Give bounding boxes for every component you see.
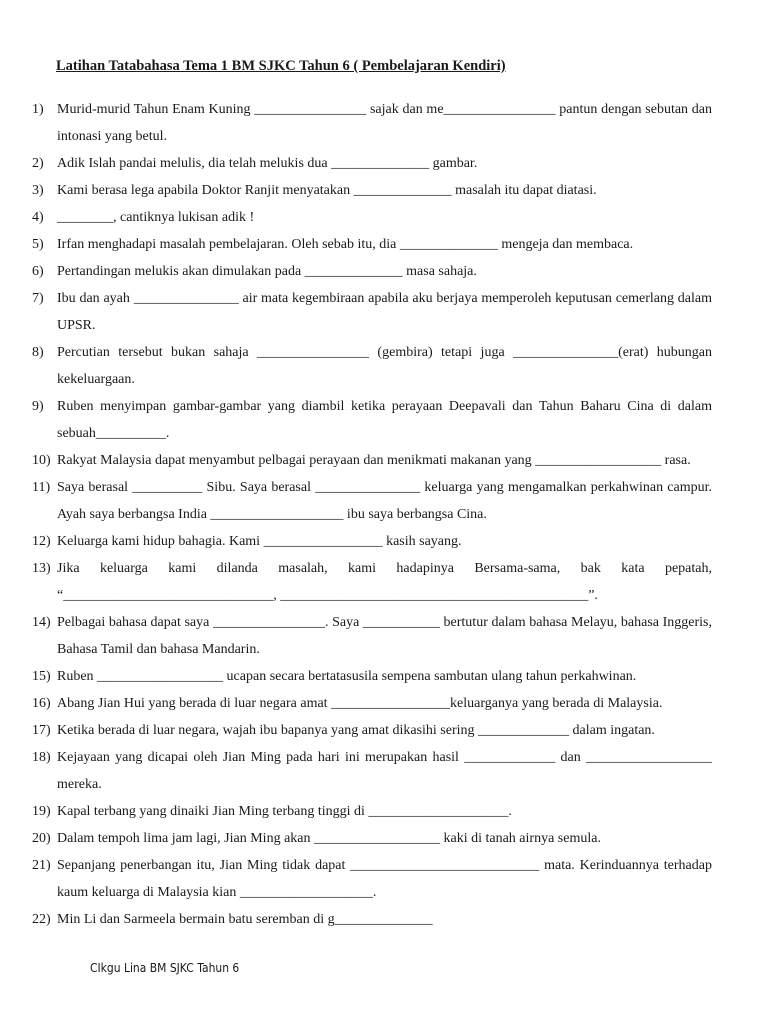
question-text: Ruben menyimpan gambar-gambar yang diambil ketika perayaan Deepavali dan Tahun Baharu Cina di dalam sebuah__________. [57, 399, 712, 441]
question-item [32, 744, 712, 798]
question-text: Saya berasal __________ Sibu. Saya berasal _______________ keluarga yang mengamalkan perkahwinan campur. Ayah saya berbangsa India ___________________ ibu saya berbangsa Cina. [57, 480, 712, 522]
question-text: Keluarga kami hidup bahagia. Kami _________________ kasih sayang. [57, 534, 462, 549]
question-item [32, 150, 712, 177]
question-number: 16) [32, 696, 51, 711]
question-text: Pelbagai bahasa dapat saya ________________. Saya ___________ bertutur dalam bahasa Melayu, bahasa Inggeris, Bahasa Tamil dan bahasa Mandarin. [57, 615, 712, 657]
question-item [32, 663, 712, 690]
question-item [32, 231, 712, 258]
question-item [32, 96, 712, 150]
question-item [32, 339, 712, 393]
question-number: 14) [32, 615, 51, 630]
question-text: Jika keluarga kami dilanda masalah, kami hadapinya Bersama-sama, bak kata pepatah, “______________________________, ____________________________________________”. [57, 561, 712, 603]
question-item [32, 609, 712, 663]
question-text: Kapal terbang yang dinaiki Jian Ming terbang tinggi di ____________________. [57, 804, 512, 819]
question-number: 5) [32, 237, 44, 252]
question-text: Sepanjang penerbangan itu, Jian Ming tidak dapat ___________________________ mata. Kerinduannya terhadap kaum keluarga di Malaysia kian ___________________. [57, 858, 712, 900]
question-item [32, 690, 712, 717]
question-text: Ruben __________________ ucapan secara bertatasusila sempena sambutan ulang tahun perkahwinan. [57, 669, 637, 684]
question-text: Min Li dan Sarmeela bermain batu seremban di g______________ [57, 912, 433, 927]
question-text: ________, cantiknya lukisan adik ! [57, 210, 255, 225]
question-item [32, 528, 712, 555]
question-item [32, 447, 712, 474]
question-text: Percutian tersebut bukan sahaja ________________ (gembira) tetapi juga _______________(erat) hubungan kekeluargaan. [57, 345, 712, 387]
question-text: Rakyat Malaysia dapat menyambut pelbagai perayaan dan menikmati makanan yang __________________ rasa. [57, 453, 691, 468]
question-item [32, 852, 712, 906]
question-number: 11) [32, 480, 51, 495]
question-number: 10) [32, 453, 51, 468]
question-number: 8) [32, 345, 44, 360]
question-number: 20) [32, 831, 51, 846]
question-item [32, 258, 712, 285]
question-text: Murid-murid Tahun Enam Kuning ________________ sajak dan me________________ pantun dengan sebutan dan intonasi yang betul. [57, 102, 712, 144]
question-text: Kejayaan yang dicapai oleh Jian Ming pada hari ini merupakan hasil _____________ dan __________________ mereka. [57, 750, 712, 792]
question-number: 17) [32, 723, 51, 738]
question-item [32, 906, 712, 933]
question-number: 9) [32, 399, 44, 414]
question-text: Ketika berada di luar negara, wajah ibu bapanya yang amat dikasihi sering _____________ dalam ingatan. [57, 723, 655, 738]
question-number: 6) [32, 264, 44, 279]
question-item [32, 825, 712, 852]
question-item [32, 177, 712, 204]
question-item [32, 285, 712, 339]
question-number: 7) [32, 291, 44, 306]
question-number: 4) [32, 210, 44, 225]
question-text: Ibu dan ayah _______________ air mata kegembiraan apabila aku berjaya memperoleh keputusan cemerlang dalam UPSR. [57, 291, 712, 333]
question-text: Dalam tempoh lima jam lagi, Jian Ming akan __________________ kaki di tanah airnya semula. [57, 831, 601, 846]
question-text: Irfan menghadapi masalah pembelajaran. Oleh sebab itu, dia ______________ mengeja dan membaca. [57, 237, 634, 252]
question-item [32, 474, 712, 528]
question-text: Kami berasa lega apabila Doktor Ranjit menyatakan ______________ masalah itu dapat diatasi. [57, 183, 597, 198]
footer-credit: CIkgu Lina BM SJKC Tahun 6 [90, 960, 240, 975]
question-number: 15) [32, 669, 51, 684]
question-number: 21) [32, 858, 51, 873]
question-text: Adik Islah pandai melulis, dia telah melukis dua ______________ gambar. [57, 156, 478, 171]
question-number: 13) [32, 561, 51, 576]
worksheet-title: Latihan Tatabahasa Tema 1 BM SJKC Tahun 6 ( Pembelajaran Kendiri) [56, 58, 506, 74]
question-text: Pertandingan melukis akan dimulakan pada ______________ masa sahaja. [57, 264, 477, 279]
question-number: 12) [32, 534, 51, 549]
question-number: 18) [32, 750, 51, 765]
question-item [32, 204, 712, 231]
question-number: 22) [32, 912, 51, 927]
question-item [32, 393, 712, 447]
question-item [32, 798, 712, 825]
question-number: 2) [32, 156, 44, 171]
question-list [32, 96, 712, 933]
question-item [32, 717, 712, 744]
question-number: 19) [32, 804, 51, 819]
question-number: 1) [32, 102, 44, 117]
question-number: 3) [32, 183, 44, 198]
question-item [32, 555, 712, 609]
question-text: Abang Jian Hui yang berada di luar negara amat _________________keluarganya yang berada di Malaysia. [57, 696, 663, 711]
